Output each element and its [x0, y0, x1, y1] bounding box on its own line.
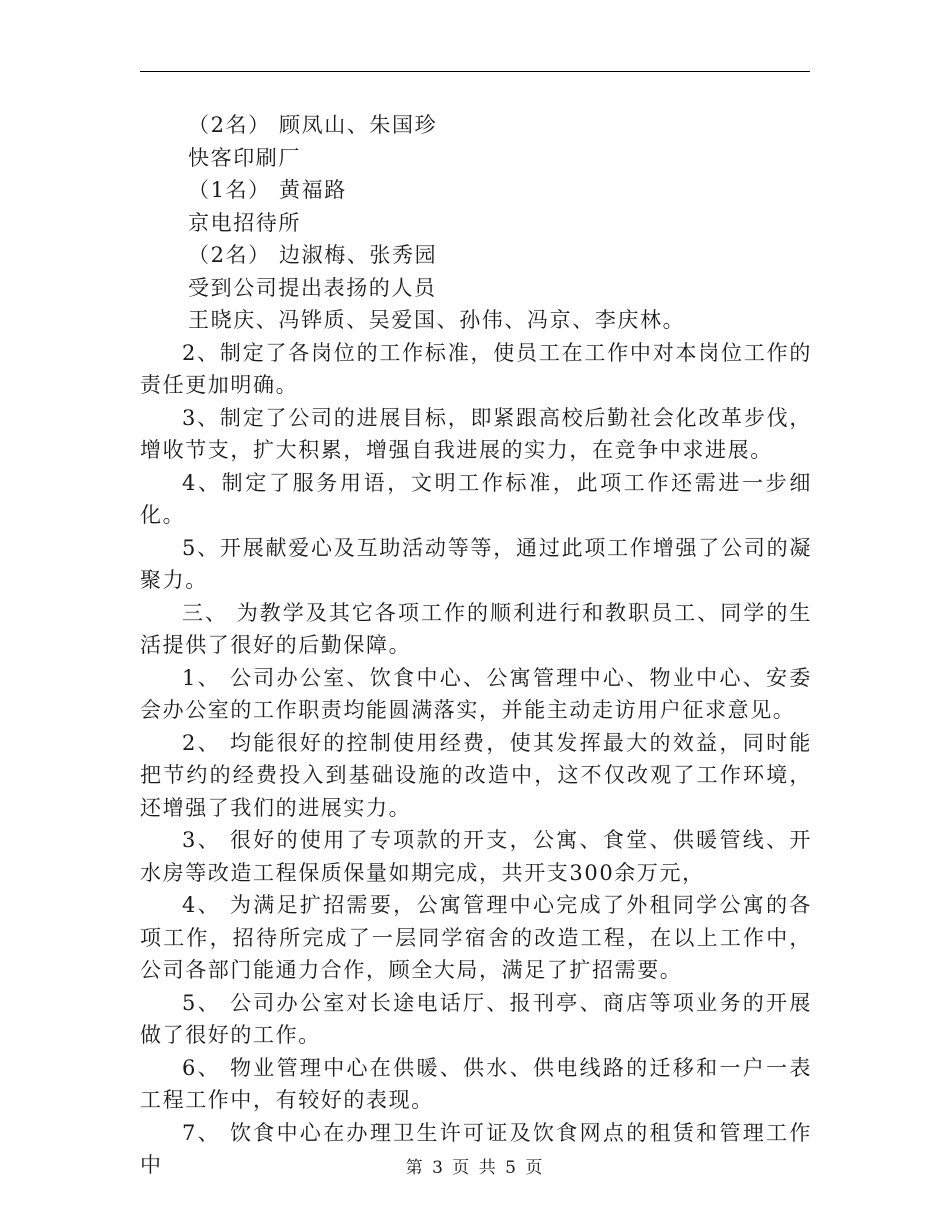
document-body: [140, 109, 812, 1182]
unit-name-line: 京电招待所: [188, 210, 301, 235]
award-count-line: （1名） 黄福路: [188, 178, 347, 202]
paragraph-sub-4: 4、 为满足扩招需要，公寓管理中心完成了外租同学公寓的各项工作，招待所完成了一层同学宿舍的改造工程，在以上工作中，公司各部门能通力合作，顾全大局，满足了扩招需要。: [140, 893, 812, 982]
commended-names: 王晓庆、冯铧质、吴爱国、孙伟、冯京、李庆林。: [188, 308, 686, 332]
paragraph-sub-2: 2、 均能很好的控制使用经费，使其发挥最大的效益，同时能把节约的经费投入到基础设施的改造中，这不仅改观了工作环境，还增强了我们的进展实力。: [140, 730, 812, 820]
paragraph-item-3: 3、制定了公司的进展目标，即紧跟高校后勤社会化改革步伐，增收节支，扩大积累，增强自我进展的实力，在竞争中求进展。: [140, 405, 812, 462]
header-rule: [140, 71, 810, 72]
paragraph-item-5: 5、开展献爱心及互助活动等等，通过此项工作增强了公司的凝聚力。: [140, 535, 812, 592]
paragraph-sub-3: 3、 很好的使用了专项款的开支，公寓、食堂、供暖管线、开水房等改造工程保质保量如期完成，共开支300余万元，: [140, 828, 812, 885]
unit-name-line: 快客印刷厂: [188, 145, 301, 170]
paragraph-item-2: 2、制定了各岗位的工作标准，使员工在工作中对本岗位工作的责任更加明确。: [140, 340, 812, 397]
section-heading-3: 三、 为教学及其它各项工作的顺利进行和教职员工、同学的生活提供了很好的后勤保障。: [140, 600, 812, 657]
paragraph-sub-7: 7、 饮食中心在办理卫生许可证及饮食网点的租赁和管理工作中: [140, 1120, 812, 1177]
paragraph-sub-6: 6、 物业管理中心在供暖、供水、供电线路的迁移和一户一表工程工作中，有较好的表现。: [140, 1055, 812, 1112]
award-count-line: （2名） 边淑梅、张秀园: [188, 243, 438, 267]
commended-heading: 受到公司提出表扬的人员: [188, 275, 437, 300]
award-count-line: （2名） 顾凤山、朱国珍: [188, 113, 438, 137]
paragraph-sub-1: 1、 公司办公室、饮食中心、公寓管理中心、物业中心、安委会办公室的工作职责均能圆满落实，并能主动走访用户征求意见。: [140, 665, 812, 722]
paragraph-sub-5: 5、 公司办公室对长途电话厅、报刊亭、商店等项业务的开展做了很好的工作。: [140, 990, 812, 1047]
paragraph-item-4: 4、制定了服务用语，文明工作标准，此项工作还需进一步细化。: [140, 470, 812, 527]
page-footer: 第 3 页 共 5 页: [405, 1158, 545, 1178]
